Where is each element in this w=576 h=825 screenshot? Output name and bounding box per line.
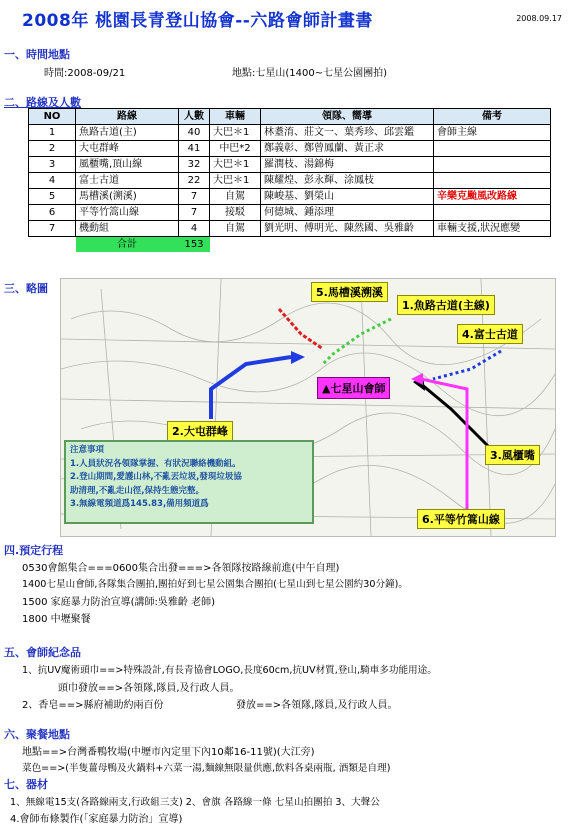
map-label-summit-meeting: ▲七星山會師	[317, 377, 390, 399]
route-5-line	[279, 309, 323, 349]
table-header-row	[29, 109, 551, 125]
table-row: 2 大屯群峰 41 中巴*2 鄭義彰、鄭曾鳳蘭、黃正求	[29, 141, 551, 157]
table-row: 5 馬槽溪(溯溪) 7 自駕 陳峻基、劉榮山 辛樂克颱風改路線	[29, 189, 551, 205]
routes-table	[28, 108, 551, 252]
section-dinner-heading: 六、聚餐地點	[4, 728, 70, 741]
total-value: 153	[179, 237, 210, 253]
header	[0, 6, 576, 32]
schedule-line: 0530會館集合===0600集合出發===>各領隊按路線前進(中午自理)	[22, 563, 340, 574]
route-1-line	[323, 319, 391, 364]
dinner-line: 菜色==>(半隻薑母鴨及火鍋料+六菜一湯,麵線無限量供應,飲料各桌兩瓶, 酒類是自理)	[22, 763, 391, 774]
notes-item: 3.無線電頻道爲145.83,備用頻道爲	[70, 499, 209, 509]
equipment-line: 4.會師布條製作(「家庭暴力防治」宣導)	[10, 814, 183, 825]
section-map-heading: 三、略圖	[4, 282, 48, 295]
dinner-line: 地點==>台灣番鴨牧場(中壢市內定里下內10鄰16-11號)(大江旁)	[22, 747, 315, 758]
section-souvenir-heading: 五、會師紀念品	[4, 646, 81, 659]
schedule-line: 1500 家庭暴力防治宣導(講師:吳雅齡 老師)	[22, 597, 215, 608]
col-leaders: 領隊、嚮導	[261, 109, 434, 125]
souvenir-line: 2、香皂==>縣府補助約兩百份	[22, 700, 164, 711]
table-total-row	[29, 237, 551, 253]
souvenir-line: 發放==>各領隊,隊員,及行政人員。	[236, 700, 398, 711]
notes-item: 2.登山期間,愛護山林,不亂丟垃圾,發現垃圾協	[70, 472, 242, 482]
route-3-line	[421, 384, 491, 449]
map-label-route-2: 2.大屯群峰	[167, 421, 233, 441]
col-count: 人數	[179, 109, 210, 125]
event-place: 地點:七星山(1400~七星公園團拍)	[232, 68, 387, 79]
map-label-route-4: 4.富士古道	[457, 324, 523, 344]
event-time: 時間:2008-09/21	[44, 68, 126, 79]
route-2-line	[211, 357, 291, 419]
section-routes-heading: 二、路線及人數	[4, 96, 81, 109]
notes-title: 注意事項	[70, 445, 105, 455]
table-row: 3 風櫃嘴,頂山線 32 大巴＊1 羅潤枝、湯錦梅	[29, 157, 551, 173]
schedule-line: 1400七星山會師,各隊集合團拍,團拍好到七星公園集合團拍(七星山到七星公園約30分鐘)。	[22, 579, 408, 590]
notes-item: 助清理,不亂走山徑,保持生態完整。	[70, 485, 204, 496]
total-label: 合計	[76, 237, 179, 253]
table-row: 4 富士古道 22 大巴＊1 陳耀煌、彭永輝、涂鳳枝	[29, 173, 551, 189]
table-row: 6 平等竹篙山線 7 接駁 何德城、鍾添理	[29, 205, 551, 221]
document-date: 2008.09.17	[516, 14, 562, 23]
equipment-line: 1、無線電15支(各路線兩支,行政組三支) 2、會旗 各路線一條 七星山拍團拍 3、大聲公	[10, 797, 380, 808]
map-label-route-1: 1.魚路古道(主線)	[397, 295, 495, 315]
map-label-route-6: 6.平等竹篙山線	[417, 509, 505, 529]
souvenir-line: 1、抗UV魔術頭巾==>特殊設計,有長青協會LOGO,長度60cm,抗UV材質,登山,騎車多功能用途。	[22, 665, 437, 676]
table-row: 1 魚路古道(主) 40 大巴＊1 林耋淯、莊文一、葉秀珍、邱雲鑑 會師主線	[29, 125, 551, 141]
section-schedule-heading: 四.預定行程	[4, 544, 64, 557]
table-row: 7 機動組 4 自駕 劉光明、傅明光、陳然國、吳雅齡 車輛支援,狀況應變	[29, 221, 551, 237]
notes-item: 1.人員狀況各領隊掌握、有狀況聯絡機動組。	[70, 458, 241, 469]
section-equipment-heading: 七、器材	[4, 778, 48, 791]
map-label-route-5: 5.馬槽溪溯溪	[311, 282, 388, 302]
col-no: NO	[29, 109, 76, 125]
souvenir-line: 頭巾發放==>各領隊,隊員,及行政人員。	[58, 683, 240, 694]
map-label-route-3: 3.風櫃嘴	[485, 445, 540, 465]
document-title: 2008年 桃園長青登山協會--六路會師計畫書	[22, 11, 373, 31]
col-route: 路線	[76, 109, 179, 125]
schedule-line: 1800 中壢聚餐	[22, 614, 91, 625]
route-6-line	[421, 379, 467, 519]
section-time-place-heading: 一、時間地點	[4, 48, 70, 61]
col-remarks: 備考	[434, 109, 551, 125]
col-vehicle: 車輛	[210, 109, 261, 125]
map-notes-box	[64, 440, 314, 524]
route-2-arrow	[291, 351, 305, 364]
